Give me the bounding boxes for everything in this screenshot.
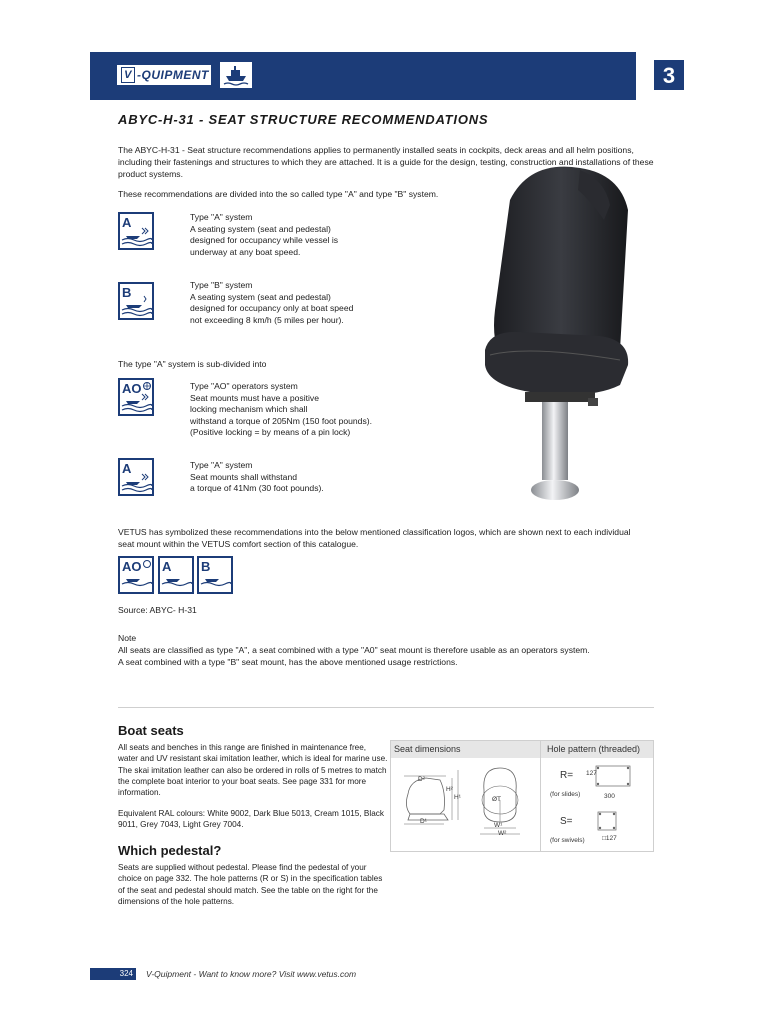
label-d1: D¹	[420, 818, 427, 825]
type-b-line: A seating system (seat and pedestal)	[190, 291, 331, 302]
hole-s-label: S=	[560, 816, 573, 827]
type-b-line: not exceeding 8 km/h (5 miles per hour).	[190, 314, 344, 325]
source-text: Source: ABYC- H-31	[118, 605, 197, 615]
type-ao-title: Type "AO" operators system	[190, 381, 298, 391]
brand-logo-text: -QUIPMENT	[137, 68, 209, 82]
type-a-title: Type "A" system	[190, 212, 253, 222]
label-h1: H¹	[454, 794, 461, 801]
section-divider	[118, 707, 654, 708]
hole-r-dim-v: 127	[586, 770, 597, 777]
label-ot: ØT	[492, 796, 502, 803]
which-pedestal-text: Seats are supplied without pedestal. Please find the pedestal of your choice on page 332. The hole patterns (R or S) in the specification tables of the seat and pedestal should match. See the table on the right for the dimensions of the hole patterns.	[118, 863, 383, 906]
divided-paragraph: These recommendations are divided into the so called type "A" and type "B" system.	[118, 189, 439, 199]
type-a-mount-icon-label: A	[122, 461, 132, 476]
seat-dimension-drawing	[396, 762, 536, 847]
type-b-block	[190, 280, 353, 326]
label-d2: D²	[418, 776, 425, 783]
type-a-icon	[118, 212, 154, 250]
hole-r-note: (for slides)	[550, 791, 581, 798]
dimensions-separator	[540, 741, 541, 851]
hole-s-dim: □127	[602, 835, 617, 842]
type-a-line: underway at any boat speed.	[190, 246, 301, 257]
page-title: ABYC-H-31 - SEAT STRUCTURE RECOMMENDATIONS	[118, 112, 489, 127]
note-title: Note	[118, 633, 137, 643]
type-a-mount-block	[190, 460, 324, 495]
type-ao-block	[190, 381, 372, 439]
logo-ao-label: AO	[122, 559, 142, 574]
note-line: All seats are classified as type "A", a seat combined with a type "A0" seat mount is therefore usable as an operators system.	[118, 645, 590, 655]
label-w1: W¹	[494, 822, 503, 829]
type-b-title: Type "B" system	[190, 280, 253, 290]
type-a-mount-icon	[118, 458, 154, 496]
type-a-mount-line: a torque of 41Nm (30 foot pounds).	[190, 483, 324, 493]
hole-r-dim-h: 300	[604, 793, 615, 800]
logo-b-label: B	[201, 559, 211, 574]
type-a-mount-title: Type "A" system	[190, 460, 253, 470]
intro-paragraph: The ABYC-H-31 - Seat structure recommendations applies to permanently installed seats in cockpits, deck areas and all helm positions, including their fastenings and structures to which they are attached. It is a guide for the design, testing, construction and installations of these product systems.	[118, 145, 654, 179]
type-ao-icon	[118, 378, 154, 416]
type-ao-line: Seat mounts must have a positive	[190, 392, 319, 403]
type-a-icon-label: A	[122, 215, 132, 230]
logo-a-label: A	[162, 559, 172, 574]
boat-seats-text: All seats and benches in this range are finished in maintenance free, water and UV resistant skai imitation leather, which is ideal for marine use. The skai imitation leather can also be ordered in rolls of 5 metres to match the complete boat interior to your boat seats. See page 331 for more information.	[118, 743, 388, 798]
brand-logo-letter: V	[121, 67, 135, 83]
type-a-mount-line: Seat mounts shall withstand	[190, 471, 298, 482]
type-a-block	[190, 212, 338, 258]
type-ao-line: locking mechanism which shall	[190, 404, 308, 414]
hole-pattern-drawing	[546, 762, 650, 847]
which-pedestal-title: Which pedestal?	[118, 843, 222, 858]
helm-seat-image	[470, 160, 650, 510]
type-b-line: designed for occupancy only at boat speed	[190, 303, 354, 313]
type-ao-line: (Positive locking = by means of a pin lock)	[190, 427, 351, 437]
type-b-icon-label: B	[122, 285, 132, 300]
page-number: 324	[90, 968, 136, 980]
footer-text: V-Quipment - Want to know more? Visit www.vetus.com	[146, 969, 357, 979]
type-ao-icon-label: AO	[122, 381, 142, 396]
seat-dimensions-header: Seat dimensions	[394, 744, 461, 754]
subdivided-heading: The type "A" system is sub-divided into	[118, 359, 267, 369]
boat-icon	[218, 60, 254, 90]
logo-a-icon	[158, 556, 194, 594]
note-line: A seat combined with a type "B" seat mount, has the above mentioned usage restrictions.	[118, 657, 458, 667]
hole-r-label: R=	[560, 770, 574, 781]
type-b-icon	[118, 282, 154, 320]
logo-ao-icon	[118, 556, 154, 594]
label-w2: W²	[498, 830, 507, 837]
vetus-paragraph: VETUS has symbolized these recommendations into the below mentioned classification logos, which are shown next to each individual seat mount within the VETUS comfort section of this catalogue.	[118, 527, 631, 549]
section-badge: 3	[654, 60, 684, 90]
ral-colours-text: Equivalent RAL colours: White 9002, Dark Blue 5013, Cream 1015, Black 9011, Grey 7043, Light Grey 7004.	[118, 809, 384, 830]
logo-b-icon	[197, 556, 233, 594]
type-a-line: A seating system (seat and pedestal)	[190, 223, 331, 234]
hole-pattern-header: Hole pattern (threaded)	[547, 744, 641, 754]
type-ao-line: withstand a torque of 205Nm (150 foot pounds).	[190, 415, 373, 426]
type-a-line: designed for occupancy while vessel is	[190, 235, 339, 245]
brand-logo	[115, 63, 213, 87]
boat-seats-title: Boat seats	[118, 723, 184, 738]
label-h2: H²	[446, 786, 453, 793]
hole-s-note: (for swivels)	[550, 837, 585, 844]
